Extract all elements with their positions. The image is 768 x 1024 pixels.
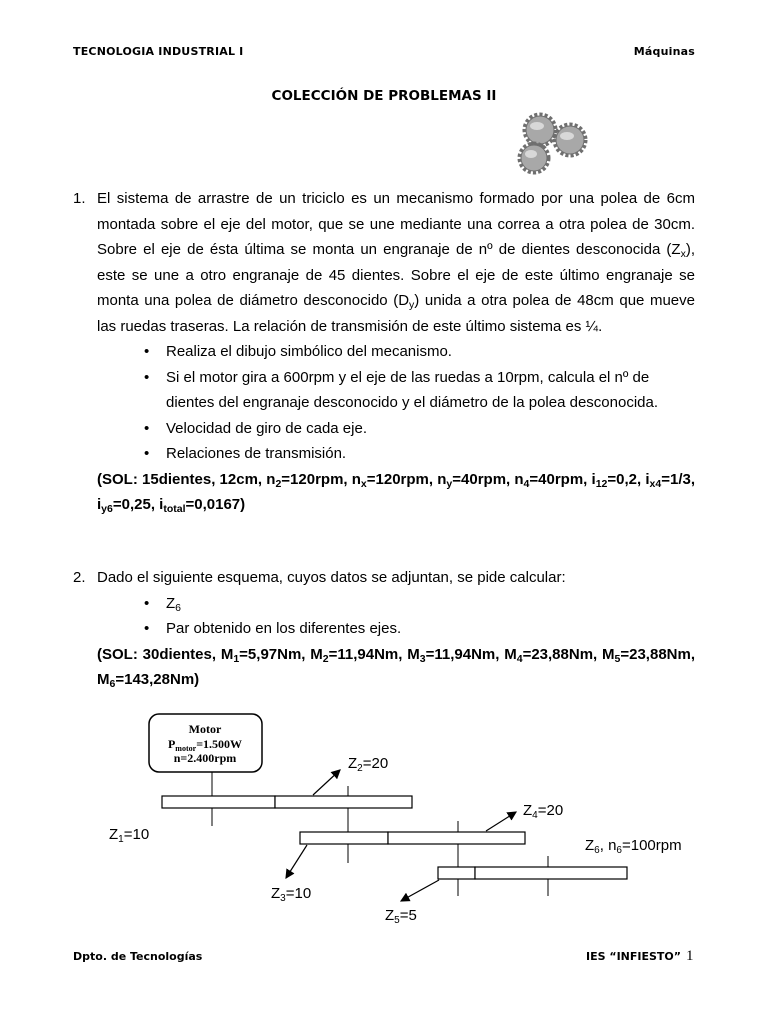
bullet-item: • Relaciones de transmisión. (144, 445, 347, 462)
gear-z2 (275, 796, 412, 808)
gear-z6 (475, 867, 627, 879)
svg-text:Z6, n6=100rpm: $Z_6$, $n_6=100rpm$ (585, 837, 682, 856)
problem-2-solution: (SOL: 30dientes, $M_1=5,97Nm$, $M_2=11,94Nm$, $M_3=11,94Nm$, $M_4=23,88Nm$, $M_5=23,88Nm$, $M_6=143,28Nm$) (97, 645, 695, 690)
bullet-item: • Si el motor gira a 600rpm y el eje de las ruedas a 10rpm, calcula el nº de dientes del engranaje desconocido y el diámetro de la polea desconocida. (144, 368, 659, 411)
gear-z4 (388, 832, 525, 844)
gear-train-diagram (100, 706, 720, 931)
problem-2 (73, 565, 695, 693)
svg-text:n=2.400rpm: n=2.400rpm (173, 751, 237, 765)
problem-2-number: 2. (73, 569, 86, 586)
gears-icon (512, 108, 594, 178)
problem-2-statement: 2. Dado el siguiente esquema, cuyos datos se adjuntan, se pide calcular: (73, 565, 695, 591)
gear-z3 (300, 832, 388, 844)
problem-1-number: 1. (73, 190, 86, 207)
svg-text:Z5=5: $Z_5=5$ (385, 907, 417, 926)
page-title: COLECCIÓN DE PROBLEMAS II (271, 88, 497, 104)
svg-text:Motor: Motor (188, 722, 222, 736)
footer-right: IES “INFIESTO” (586, 950, 682, 963)
svg-text:Z4=20: $Z_4=20$ (523, 802, 564, 821)
header-left: TECNOLOGIA INDUSTRIAL I (73, 45, 244, 58)
problem-1-statement: 1. El sistema de arrastre de un triciclo es un mecanismo formado por una polea de 6cm montada sobre el eje del motor, que se une mediante una correa a otra polea de 30cm. Sobre el eje de ésta última se monta un engranaje de nº de dientes desconocida $(Z_x)$, este se une a otro engranaje de 45 dientes. Sobre el eje de este último engranaje se monta una polea de diámetro desconocido $(D_y)$ unida a otra polea de 48cm que mueve las ruedas traseras. La relación de transmisión de este último sistema es ¼. (73, 186, 695, 339)
header-right: Máquinas (633, 45, 695, 58)
svg-text:Z1=10: $Z_1=10$ (109, 826, 150, 845)
problem-1 (73, 186, 695, 518)
bullet-item: • Par obtenido en los diferentes ejes. (144, 620, 402, 637)
bullet-item: • $Z_6$ (144, 594, 182, 614)
gear-z1 (162, 796, 275, 808)
problem-1-solution: (SOL: 15dientes, 12cm, $n_2=120rpm$, $n_x=120rpm$, $n_y=40rpm$, $n_4=40rpm$, $i_{12}=0,2$, $i_{x4}=1/3$, $i_{y6}=0,25$, $i_{total}=0,0167$) (97, 470, 695, 515)
footer-left: Dpto. de Tecnologías (73, 950, 203, 963)
bullet-item: • Velocidad de giro de cada eje. (144, 419, 367, 437)
svg-text:Z3=10: $Z_3=10$ (271, 885, 312, 904)
svg-text:Z2=20: $Z_2=20$ (348, 755, 389, 774)
gear-z5 (438, 867, 475, 879)
page-number: 1 (686, 948, 694, 964)
bullet-item: • Realiza el dibujo simbólico del mecanismo. (144, 343, 452, 360)
svg-text:Pmotor=1.500W: $P_{motor}=1.500W$ (167, 737, 243, 753)
